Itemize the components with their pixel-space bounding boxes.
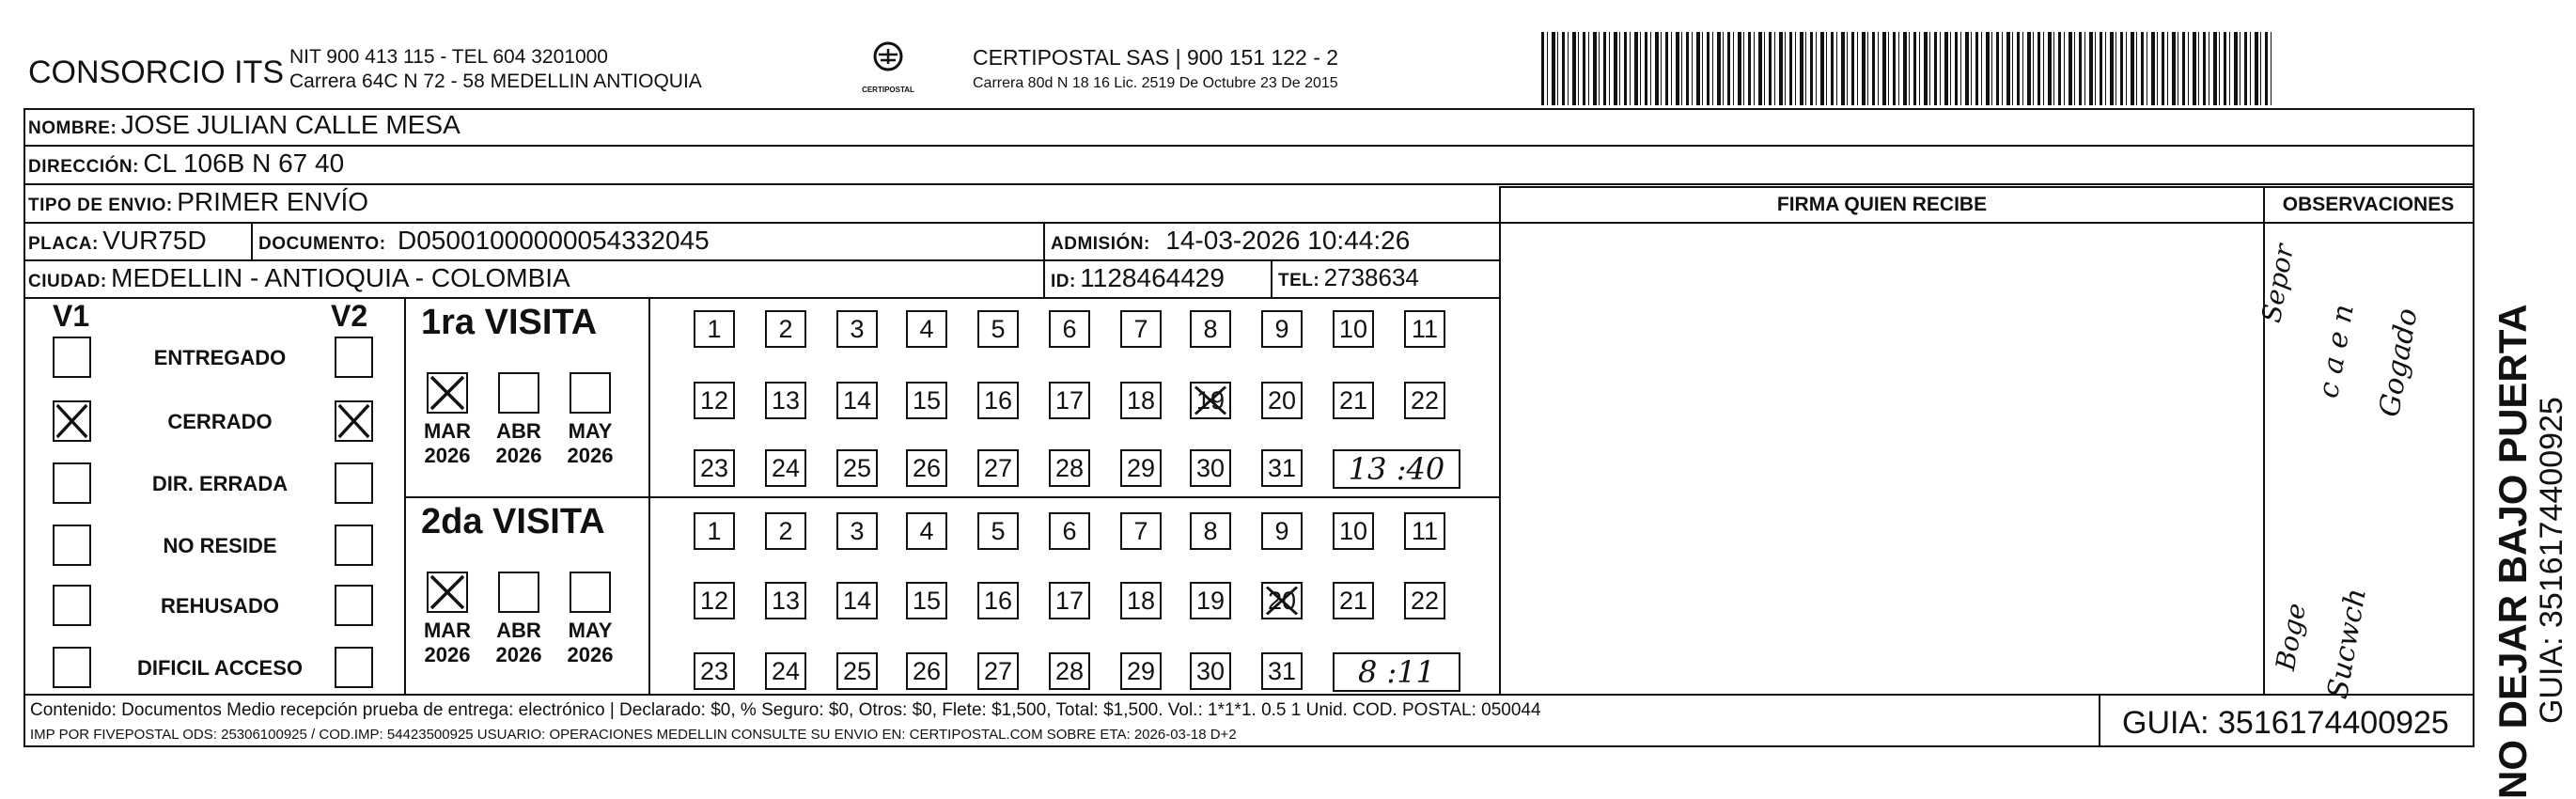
v1-checkbox[interactable]: [53, 462, 91, 504]
visit1-day-box[interactable]: 11: [1404, 310, 1445, 348]
visit1-day-box[interactable]: 13: [765, 382, 806, 419]
visit2-day-box[interactable]: 21: [1333, 582, 1374, 619]
visit2-day-box[interactable]: 25: [836, 652, 878, 690]
visit1-day-box[interactable]: 14: [836, 382, 878, 419]
obs-handwriting-4: Boge: [2270, 601, 2312, 673]
footer-imp: IMP POR FIVEPOSTAL ODS: 25306100925 / COD.IMP: 54423500925 USUARIO: OPERACIONES MEDELLIN CONSULTE SU ENVIO EN: CERTIPOSTAL.COM SOBRE ETA: 2026-03-18 D+2: [30, 727, 1237, 743]
placa-value: VUR75D: [102, 226, 207, 255]
row-admision: [1051, 226, 1410, 256]
visit2-day-box[interactable]: 13: [765, 582, 806, 619]
visit1-month-year: 2026: [424, 444, 471, 467]
visit2-day-box[interactable]: 22: [1404, 582, 1445, 619]
v1-checkbox[interactable]: [53, 400, 91, 442]
direccion-label: DIRECCIÓN:: [28, 157, 139, 177]
carrier-name-nit: CERTIPOSTAL SAS | 900 151 122 - 2: [973, 45, 1339, 70]
v1-checkbox[interactable]: [53, 525, 91, 566]
v2-checkbox[interactable]: [335, 525, 373, 566]
visit2-day-box[interactable]: 2: [765, 512, 806, 550]
ciudad-value: MEDELLIN - ANTIOQUIA - COLOMBIA: [111, 263, 570, 292]
placa-label: PLACA:: [28, 234, 99, 254]
carrier-address-license: Carrera 80d N 18 16 Lic. 2519 De Octubre 23 De 2015: [973, 75, 1338, 91]
visit2-day-box[interactable]: 18: [1120, 582, 1162, 619]
visit2-day-box[interactable]: 3: [836, 512, 878, 550]
visit2-day-box[interactable]: 17: [1049, 582, 1090, 619]
visit2-day-box[interactable]: 28: [1049, 652, 1090, 690]
visit1-month-year: 2026: [495, 444, 542, 467]
side-guia: GUIA: 3516174400925: [2534, 397, 2569, 724]
visit2-day-box[interactable]: 24: [765, 652, 806, 690]
divider: [1499, 186, 2475, 188]
admision-value: 14-03-2026 10:44:26: [1165, 226, 1411, 255]
side-warning: NO DEJAR BAJO PUERTA: [2490, 304, 2535, 799]
visit1-month-checkbox[interactable]: [570, 372, 611, 414]
visit2-day-box[interactable]: 8: [1190, 512, 1231, 550]
divider: [1271, 259, 1272, 297]
visit1-day-box[interactable]: 8: [1190, 310, 1231, 348]
row-id: [1051, 263, 1225, 293]
visit1-day-box[interactable]: 20: [1261, 382, 1303, 419]
visit2-month-year: 2026: [495, 643, 542, 666]
visit1-day-box[interactable]: 7: [1120, 310, 1162, 348]
visit2-day-box[interactable]: 15: [906, 582, 947, 619]
ciudad-label: CIUDAD:: [28, 272, 107, 291]
tipo-envio-value: PRIMER ENVÍO: [177, 187, 369, 216]
divider: [648, 297, 650, 694]
row-documento: [258, 226, 710, 256]
certipostal-logo-text: CERTIPOSTAL: [862, 86, 914, 94]
tipo-envio-label: TIPO DE ENVIO:: [28, 196, 173, 215]
visit1-day-box[interactable]: 3: [836, 310, 878, 348]
visit1-day-box[interactable]: 18: [1120, 382, 1162, 419]
footer-guia: GUIA: 3516174400925: [2122, 705, 2449, 741]
visit1-month-label: MAR: [423, 419, 472, 443]
visit2-day-box[interactable]: 6: [1049, 512, 1090, 550]
visit2-day-box[interactable]: 5: [977, 512, 1019, 550]
visit2-day-box[interactable]: 16: [977, 582, 1019, 619]
tel-value: 2738634: [1323, 263, 1419, 291]
visit1-day-box[interactable]: 2: [765, 310, 806, 348]
divider: [2099, 694, 2100, 747]
visit1-title: 1ra VISITA: [421, 303, 598, 342]
visit1-day-box[interactable]: 12: [694, 382, 735, 419]
row-tipo-envio: [28, 187, 368, 217]
divider: [23, 694, 2475, 696]
visit2-day-box[interactable]: 19: [1190, 582, 1231, 619]
visit2-month-checkbox[interactable]: [427, 572, 468, 613]
direccion-value: CL 106B N 67 40: [143, 149, 345, 178]
visit1-time-box[interactable]: 13 :40: [1333, 449, 1460, 489]
visit2-day-box[interactable]: 12: [694, 582, 735, 619]
divider: [23, 259, 1499, 261]
id-value: 1128464429: [1080, 263, 1225, 292]
row-direccion: [28, 149, 344, 179]
visit2-month-year: 2026: [567, 643, 614, 666]
visit1-day-box[interactable]: 17: [1049, 382, 1090, 419]
status-label: REHUSADO: [161, 594, 279, 618]
obs-handwriting-2: c a e n: [2312, 302, 2361, 401]
visit2-month-label: ABR: [496, 619, 541, 642]
visit1-day-box[interactable]: 31: [1261, 449, 1303, 487]
visit1-day-box[interactable]: 4: [906, 310, 947, 348]
visit2-day-box[interactable]: 31: [1261, 652, 1303, 690]
visit1-day-box[interactable]: 25: [836, 449, 878, 487]
visit2-day-box[interactable]: 4: [906, 512, 947, 550]
status-label: ENTREGADO: [153, 346, 287, 369]
v2-checkbox[interactable]: [335, 462, 373, 504]
divider: [23, 297, 1499, 299]
visit2-day-box[interactable]: 11: [1404, 512, 1445, 550]
status-label: DIR. ERRADA: [151, 472, 289, 495]
divider: [1499, 186, 1501, 694]
divider: [404, 496, 1499, 498]
v2-checkbox[interactable]: [335, 337, 373, 378]
visit2-time-box[interactable]: 8 :11: [1333, 652, 1460, 692]
barcode: [1541, 32, 2274, 105]
visit2-day-box[interactable]: 10: [1333, 512, 1374, 550]
visit1-day-box[interactable]: 16: [977, 382, 1019, 419]
visit1-month-checkbox[interactable]: [498, 372, 539, 414]
admision-label: ADMISIÓN:: [1051, 234, 1150, 254]
divider: [23, 183, 2475, 185]
sender-name: CONSORCIO ITS: [28, 55, 285, 90]
documento-label: DOCUMENTO:: [258, 234, 386, 254]
visit2-month-label: MAR: [423, 619, 472, 642]
divider: [23, 145, 2475, 147]
v1-checkbox[interactable]: [53, 585, 91, 626]
nombre-value: JOSE JULIAN CALLE MESA: [120, 110, 461, 139]
obs-handwriting-1: Sepor: [2256, 242, 2301, 325]
visit2-day-box[interactable]: 14: [836, 582, 878, 619]
visit1-day-box[interactable]: 22: [1404, 382, 1445, 419]
visit1-day-box[interactable]: 10: [1333, 310, 1374, 348]
visit1-day-box[interactable]: 1: [694, 310, 735, 348]
v1-checkbox[interactable]: [53, 647, 91, 688]
nombre-label: NOMBRE:: [28, 118, 117, 138]
visit2-day-box[interactable]: 20: [1261, 582, 1303, 619]
visit1-day-box[interactable]: 19: [1190, 382, 1231, 419]
row-tel: [1278, 263, 1419, 292]
v2-label: V2: [331, 299, 368, 333]
visit2-day-box[interactable]: 27: [977, 652, 1019, 690]
v1-label: V1: [53, 299, 90, 333]
visit1-day-box[interactable]: 26: [906, 449, 947, 487]
status-label: CERRADO: [167, 410, 273, 433]
visit2-day-box[interactable]: 29: [1120, 652, 1162, 690]
visit1-day-box[interactable]: 28: [1049, 449, 1090, 487]
certipostal-logo: [855, 39, 921, 96]
row-ciudad: [28, 263, 570, 293]
visit2-day-box[interactable]: 7: [1120, 512, 1162, 550]
visit1-day-box[interactable]: 29: [1120, 449, 1162, 487]
firma-header: FIRMA QUIEN RECIBE: [1776, 194, 1988, 215]
visit1-day-box[interactable]: 15: [906, 382, 947, 419]
visit2-month-label: MAY: [568, 619, 613, 642]
visit1-day-box[interactable]: 23: [694, 449, 735, 487]
visit2-day-box[interactable]: 30: [1190, 652, 1231, 690]
row-placa: [28, 226, 207, 256]
visit1-month-label: ABR: [496, 419, 541, 443]
divider: [404, 297, 406, 694]
visit1-day-box[interactable]: 6: [1049, 310, 1090, 348]
footer-contenido: Contenido: Documentos Medio recepción prueba de entrega: electrónico | Declarado: $0, % Seguro: $0, Otros: $0, Flete: $1,500, Total: $1,500. Vol.: 1*1*1. 0.5 1 Unid. COD. POSTAL: 050044: [30, 700, 1541, 720]
visit1-day-box[interactable]: 9: [1261, 310, 1303, 348]
visit1-month-label: MAY: [568, 419, 613, 443]
visit2-month-checkbox[interactable]: [570, 572, 611, 613]
visit2-day-box[interactable]: 1: [694, 512, 735, 550]
v2-checkbox[interactable]: [335, 647, 373, 688]
divider: [23, 222, 2475, 224]
v1-checkbox[interactable]: [53, 337, 91, 378]
v2-checkbox[interactable]: [335, 400, 373, 442]
obs-handwriting-3: Gogado: [2373, 306, 2425, 420]
sender-nit-tel: NIT 900 413 115 - TEL 604 3201000: [289, 46, 608, 68]
visit1-day-box[interactable]: 27: [977, 449, 1019, 487]
row-nombre: [28, 110, 461, 140]
visit1-day-box[interactable]: 5: [977, 310, 1019, 348]
visit1-month-year: 2026: [567, 444, 614, 467]
id-label: ID:: [1051, 272, 1076, 291]
documento-value: D05001000000054332045: [398, 226, 710, 255]
visit1-month-checkbox[interactable]: [427, 372, 468, 414]
visit2-day-box[interactable]: 23: [694, 652, 735, 690]
status-label: NO RESIDE: [163, 534, 277, 557]
visit2-month-checkbox[interactable]: [498, 572, 539, 613]
visit2-day-box[interactable]: 9: [1261, 512, 1303, 550]
visit2-title: 2da VISITA: [421, 502, 605, 541]
visit2-day-box[interactable]: 26: [906, 652, 947, 690]
visit1-day-box[interactable]: 30: [1190, 449, 1231, 487]
obs-handwriting-5: Sucwch: [2321, 586, 2374, 702]
observaciones-header: OBSERVACIONES: [2282, 194, 2455, 215]
tel-label: TEL:: [1278, 271, 1320, 290]
divider: [251, 222, 253, 259]
visit2-month-year: 2026: [424, 643, 471, 666]
visit1-day-box[interactable]: 21: [1333, 382, 1374, 419]
sender-address: Carrera 64C N 72 - 58 MEDELLIN ANTIOQUIA: [289, 70, 702, 92]
visit1-day-box[interactable]: 24: [765, 449, 806, 487]
status-label: DIFICIL ACCESO: [136, 656, 303, 680]
v2-checkbox[interactable]: [335, 585, 373, 626]
